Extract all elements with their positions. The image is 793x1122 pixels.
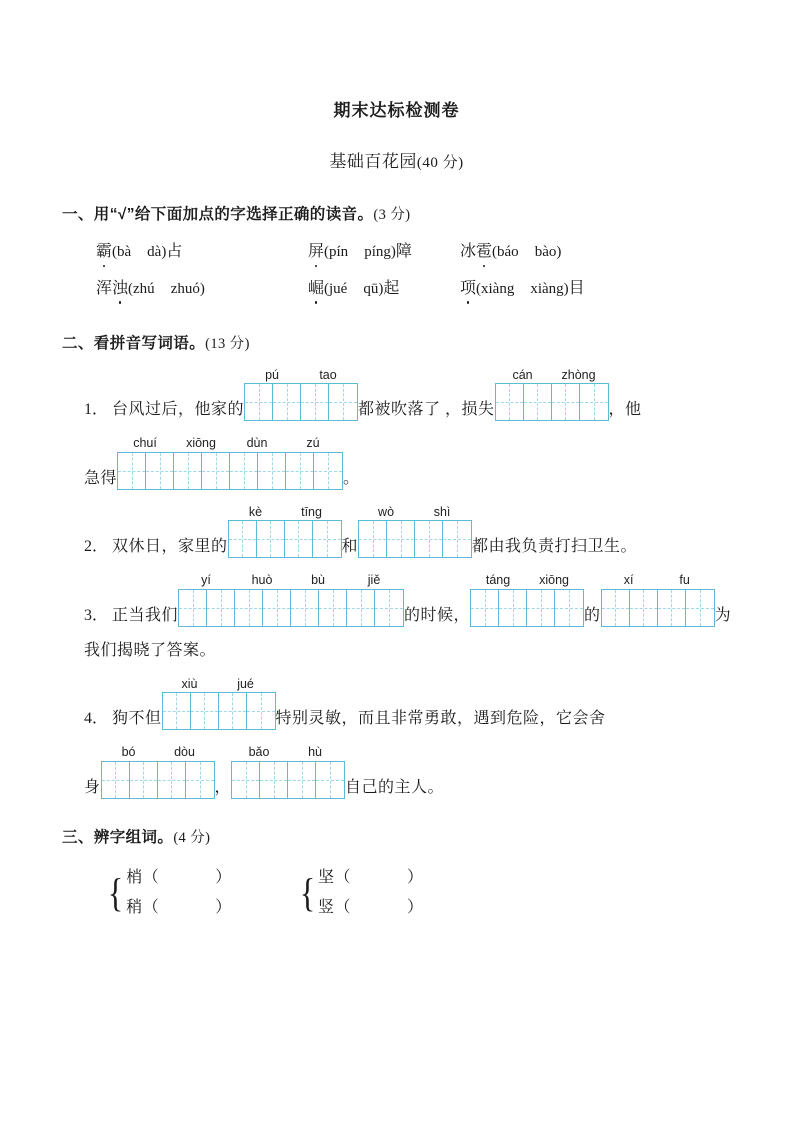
pinyin-syllable: zhòng [561,367,596,382]
tianzige-cell[interactable] [375,590,403,626]
tianzige-cell[interactable] [314,453,342,489]
tianzige-cell[interactable] [102,762,130,798]
page-title: 期末达标检测卷 [333,101,460,120]
pinyin-syllable: xiù [181,676,198,691]
char-pre: 冰 [460,243,477,260]
brace-icon: { [299,869,316,915]
section-3-body [60,863,733,924]
word-building-item[interactable] [318,863,424,893]
tianzige-answer-box[interactable] [162,678,276,731]
tianzige-cell[interactable] [258,453,286,489]
tianzige-cell[interactable] [602,590,630,626]
pinyin-hint [358,506,472,519]
character-label: 梢（ [126,868,160,886]
tianzige-cell[interactable] [207,590,235,626]
pinyin-syllable: cán [512,367,533,382]
character-pair-items [318,863,424,924]
pinyin-choice-item[interactable] [460,240,561,264]
pinyin-syllable: bù [311,573,325,587]
question-number: 4． [84,710,109,727]
pinyin-choice-row [96,240,733,264]
question-number: 2． [84,538,109,555]
char-post: 起 [383,279,400,297]
tianzige-cell[interactable] [257,521,285,557]
tianzige-cell[interactable] [146,453,174,489]
pinyin-syllable: táng [485,573,511,587]
tianzige-cell[interactable] [288,762,316,798]
sentence-text: 都被吹落了 ，损失 [358,401,495,418]
character-label: 竖（ [317,898,351,916]
pinyin-hint [495,369,609,382]
pinyin-choice-item[interactable] [308,240,460,264]
pinyin-syllable: tīng [301,504,322,519]
pinyin-hint [101,746,215,759]
pinyin-options: (zhú zhuó) [128,280,205,297]
tianzige-cell[interactable] [235,590,263,626]
pinyin-hint [244,369,358,382]
character-label: 坚（ [317,868,351,886]
dotted-char: 项 [460,277,476,300]
tianzige-cell[interactable] [347,590,375,626]
section-2-points: (13 分) [205,335,250,352]
question-number: 1． [84,401,109,418]
pinyin-hint [601,574,715,587]
section-3-heading [60,825,733,847]
tianzige-answer-box[interactable] [470,574,584,627]
pinyin-hint [162,678,276,691]
pinyin-syllable: shì [433,504,451,519]
doc-subtitle [60,147,733,172]
dotted-char: 霸 [96,240,112,263]
tianzige-cells[interactable] [244,383,358,421]
tianzige-cell[interactable] [527,590,555,626]
pinyin-choice-item[interactable] [308,277,460,301]
pinyin-choice-row [96,277,733,301]
tianzige-answer-box[interactable] [228,506,342,559]
tianzige-cells[interactable] [178,589,404,627]
paren-close: ） [215,868,232,886]
pinyin-options: (pín píng) [324,244,396,260]
sentence-text: 急得 [84,469,118,487]
sentence-text: ，他 [608,401,642,418]
tianzige-cell[interactable] [555,590,583,626]
tianzige-answer-box[interactable] [358,506,472,559]
tianzige-answer-box[interactable] [244,369,358,422]
question-number: 3． [84,606,109,624]
pinyin-hint [117,437,343,450]
section-1-heading [60,202,733,224]
section-1-body [60,240,733,301]
sentence-text: 都由我负责打扫卫生。 [472,538,638,555]
sentence-text: 的时候， [404,606,471,624]
tianzige-answer-box[interactable] [495,369,609,422]
tianzige-answer-box[interactable] [178,574,404,627]
character-pair-items [126,863,232,924]
tianzige-cell[interactable] [245,384,273,420]
pinyin-choice-item[interactable] [460,277,585,301]
tianzige-cell[interactable] [443,521,471,557]
tianzige-cells[interactable] [601,589,715,627]
tianzige-cells[interactable] [228,520,342,558]
pinyin-choice-item[interactable] [96,277,308,301]
tianzige-cell[interactable] [230,453,258,489]
tianzige-cell[interactable] [471,590,499,626]
pinyin-syllable: kè [248,504,263,519]
word-building-item[interactable] [126,863,232,893]
tianzige-cell[interactable] [359,521,387,557]
section-3-heading-text: 三、辨字组词。 [62,828,174,846]
dotted-char: 崛 [308,277,324,300]
tianzige-cell[interactable] [524,384,552,420]
tianzige-cell[interactable] [191,693,219,729]
tianzige-cell[interactable] [499,590,527,626]
pinyin-syllable: xiōng [539,573,569,587]
tianzige-cell[interactable] [179,590,207,626]
char-post: 目 [568,279,585,297]
pinyin-syllable: xiōng [186,436,216,450]
doc-subtitle-score: (40 分) [416,155,464,171]
tianzige-answer-box[interactable] [117,437,343,490]
sentence-text: 正当我们 [112,606,179,624]
tianzige-cell[interactable] [260,762,288,798]
tianzige-cell[interactable] [186,762,214,798]
tianzige-cell[interactable] [130,762,158,798]
sentence-text: 狗不但 [112,710,162,727]
tianzige-cell[interactable] [313,521,341,557]
tianzige-cell[interactable] [630,590,658,626]
pinyin-syllable: jué [237,676,254,691]
paren-close: ） [406,868,424,886]
tianzige-cell[interactable] [291,590,319,626]
pinyin-writing-line [60,506,733,559]
pinyin-writing-line [60,678,733,731]
tianzige-cells[interactable] [495,383,609,421]
pinyin-hint [178,574,404,587]
tianzige-cell[interactable] [118,453,146,489]
sentence-text: 。 [343,469,360,487]
sentence-text: 台风过后，他家的 [112,401,245,418]
pinyin-hint [228,506,342,519]
pinyin-syllable: pú [265,367,279,382]
section-2-heading [60,331,733,353]
tianzige-cell[interactable] [229,521,257,557]
tianzige-cell[interactable] [496,384,524,420]
pinyin-options: (bà dà) [112,244,167,260]
doc-subtitle-text: 基础百花园 [329,152,417,171]
pinyin-syllable: huò [251,573,273,587]
pinyin-writing-line [60,369,733,422]
word-building-row [106,863,733,924]
dotted-char: 雹 [476,240,492,263]
pinyin-writing-line [60,437,733,490]
pinyin-writing-line [60,574,733,627]
tianzige-cells[interactable] [231,761,345,799]
sentence-text: 我们揭晓了答案。 [84,641,217,659]
pinyin-syllable: dòu [174,745,195,759]
tianzige-cell[interactable] [316,762,344,798]
section-3-points: (4 分) [173,829,211,846]
word-building-item[interactable] [318,893,424,923]
tianzige-cell[interactable] [273,384,301,420]
tianzige-cell[interactable] [232,762,260,798]
pinyin-syllable: wò [378,504,395,519]
char-post: 占 [166,243,183,260]
tianzige-answer-box[interactable] [231,746,345,799]
char-pre: 浑 [96,279,113,297]
tianzige-cell[interactable] [329,384,357,420]
char-post: 障 [395,243,412,260]
tianzige-cells[interactable] [117,452,343,490]
tianzige-cell[interactable] [415,521,443,557]
brace-icon: { [107,869,124,915]
pinyin-syllable: fu [679,573,690,587]
pinyin-syllable: hù [308,745,322,759]
tianzige-cell[interactable] [163,693,191,729]
tianzige-cell[interactable] [686,590,714,626]
tianzige-cell[interactable] [202,453,230,489]
pinyin-writing-line [60,746,733,799]
pinyin-syllable: zú [306,436,320,450]
sentence-text: 身 [84,778,101,796]
pinyin-options: (jué qū) [324,280,384,297]
tianzige-cell[interactable] [174,453,202,489]
tianzige-answer-box[interactable] [601,574,715,627]
tianzige-cell[interactable] [158,762,186,798]
pinyin-syllable: dùn [246,436,268,450]
pinyin-syllable: bǎo [248,745,270,759]
section-1-points: (3 分) [373,207,411,223]
pinyin-hint [231,746,345,759]
tianzige-cell[interactable] [658,590,686,626]
pinyin-syllable: bó [121,745,136,759]
tianzige-cell[interactable] [247,693,275,729]
pinyin-syllable: chuí [133,436,157,450]
pinyin-choice-item[interactable] [96,240,308,264]
paren-close: ） [406,898,424,916]
tianzige-cell[interactable] [552,384,580,420]
pinyin-syllable: xí [623,573,634,587]
tianzige-cell[interactable] [387,521,415,557]
character-label: 稍（ [126,898,160,916]
sentence-text: ， [214,778,232,796]
pinyin-options: (xiàng xiàng) [476,280,569,297]
pinyin-options: (báo bào) [492,244,562,260]
dotted-char: 浊 [112,277,128,300]
section-1-heading-text: 一、用“√”给下面加点的字选择正确的读音。 [62,206,374,223]
tianzige-cell[interactable] [286,453,314,489]
tianzige-cells[interactable] [101,761,215,799]
pinyin-syllable: jiě [367,573,381,587]
tianzige-cells[interactable] [162,692,276,730]
sentence-text: 和 [341,538,359,555]
tianzige-cell[interactable] [263,590,291,626]
character-pair-group [106,863,232,924]
pinyin-writing-line [60,643,733,662]
tianzige-cells[interactable] [358,520,472,558]
word-building-item[interactable] [126,893,232,923]
tianzige-answer-box[interactable] [101,746,215,799]
tianzige-cell[interactable] [301,384,329,420]
sentence-text: 的 [584,606,601,624]
pinyin-syllable: tao [319,367,337,382]
sentence-text: 特别灵敏，而且非常勇敢，遇到危险，它会舍 [275,710,606,727]
pinyin-hint [470,574,584,587]
tianzige-cell[interactable] [319,590,347,626]
tianzige-cell[interactable] [219,693,247,729]
tianzige-cells[interactable] [470,589,584,627]
section-2-body [60,369,733,799]
sentence-text: 双休日，家里的 [112,538,228,555]
character-pair-group [298,863,424,924]
pinyin-syllable: yí [201,573,211,587]
sentence-text: 自己的主人。 [345,778,445,796]
tianzige-cell[interactable] [285,521,313,557]
section-2-heading-text: 二、看拼音写词语。 [62,334,206,352]
sentence-text: 为 [714,606,732,624]
paren-close: ） [215,898,232,916]
dotted-char: 屏 [308,240,324,263]
tianzige-cell[interactable] [580,384,608,420]
